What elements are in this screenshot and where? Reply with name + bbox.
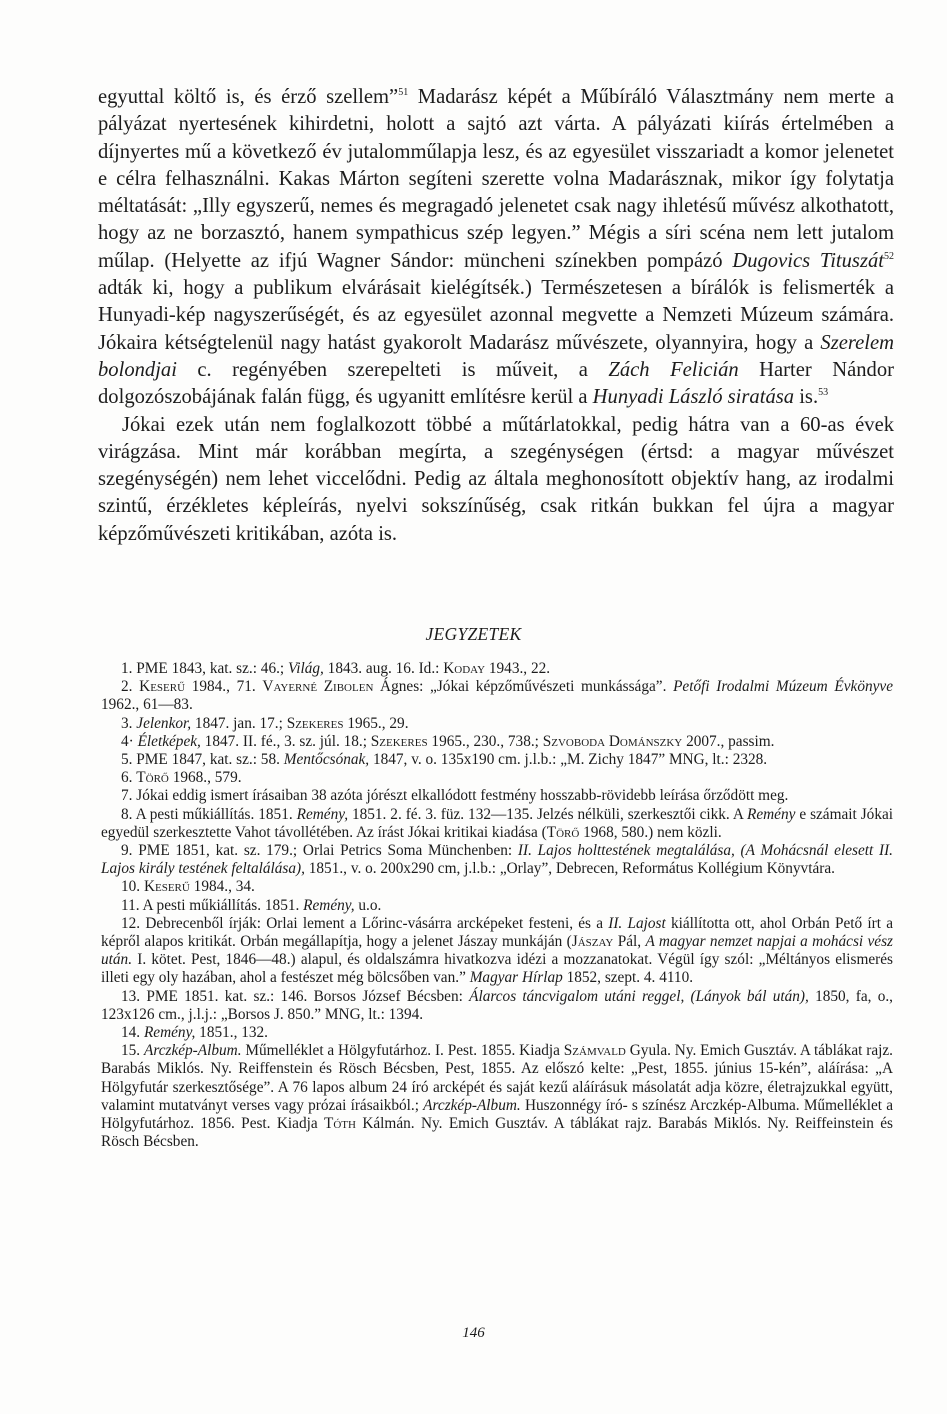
- artwork-title: Zách Felicián: [608, 358, 739, 381]
- novel-title: Szerelem bolondjai: [98, 331, 894, 381]
- text-run: egyuttal költő is, és érző szellem: [98, 86, 390, 108]
- text-run: Madarász képét a Műbíráló Választmány nem merte a pályázat nyertesének kihirdetni, holott a sajtó azt várta. A pályázati kiírás értelmében a díjnyertes mű a következő év jutalomműlapja lesz, és az egyesület visszariadt a komor jelenetet e célra felhasználni. Kakas Márton segíteni szerette volna Madarásznak, mikor így folytatja méltatását: „Illy egyszerű, nemes és megragadó jelenetet csak nagy ihletésű művész alkothatott, hogy az ne borzasztó, hanem sympathicus szép legyen.” Mégis a síri scéna nem lett jutalom műlap. (Helyette az ifjú Wagner Sándor: müncheni színekben pompázó: [98, 86, 895, 272]
- note-10: 10. Keserű 1984., 34.: [121, 878, 255, 896]
- paragraph-2: Jókai ezek után nem foglalkozott többé a műtárlatokkal, pedig hátra van a 60-as évek virágzása. Mint már korábban megírta, a szegénységen (értsd: a magyar művészet szegénységén) nem lehet viccelődni. Pedig az általa meghonosított objektív hang, az irodalmi szintű, érzékletes képleírás, nyelvi sokszínűség, csak ritkán bukkan fel újra a magyar képzőművészeti kritikában, azóta is.: [98, 413, 894, 545]
- footnote-ref-53[interactable]: 53: [818, 387, 829, 399]
- note-3: 3. Jelenkor, 1847. jan. 17.; Szekeres 1965., 29.: [121, 714, 409, 732]
- note-5: 5. PME 1847, kat. sz.: 58. Mentőcsónak, 1847, v. o. 135x190 cm. j.l.b.: „M. Zichy 1847” MNG, lt.: 2328.: [121, 751, 768, 769]
- text-run: c. regényében szerepelteti is műveit, a: [176, 358, 609, 381]
- note-12: 12. Debrecenből írják: Orlai lement a Lőrinc-vásárra arcképeket festeni, és a II. Lajost kiállította ott, ahol Orbán Pető írt a képről alapos kritikát. Orbán megállapítja, hogy a jelenet Jászay munkáján (Jászay Pál, A magyar nemzet napjai a mohácsi vész után. I. kötet. Pest, 1846—48.) alapul, és oldalszámra hivatkozva idézi a mozzanatokat. Végül így szól: „Méltányos elismerés illeti egy oly hazában, ahol a festészet még bölcsőben van.” Magyar Hírlap 1852, szept. 4. 4110.: [101, 914, 894, 987]
- text-run: is.: [794, 386, 819, 409]
- text-run: Harter Nándor dolgozószobájának falán függ, és ugyanitt említésre kerül a: [98, 358, 894, 409]
- notes-heading: JEGYZETEK: [425, 624, 522, 644]
- note-9: 9. PME 1851, kat. sz. 179.; Orlai Petrics Soma Münchenben: II. Lajos holttestének megtalálása, (A Mohácsnál elesett II. Lajos király testének feltalálása), 1851., v. o. 200x290 cm, j.l.b.: „Orlay”, Debrecen, Református Kollégium Könyvtára.: [101, 842, 893, 878]
- artwork-title: Hunyadi László siratása: [592, 386, 795, 409]
- text-run: ”: [389, 86, 399, 108]
- note-15: 15. Arczkép-Album. Műmelléklet a Hölgyfutárhoz. I. Pest. 1855. Kiadja Számvald Gyula. Ny. Emich Gusztáv. A táblákat rajz. Barabás Miklós. Ny. Reiffenstein és Rösch Bécsben, Pest, 1855. Az előszó kelte: „Pest, 1855. június 15-kén”, aláírása: „A Hölgyfutár szerkesztősége”. A 76 lapos album 24 író arcképét és saját kezű aláírásuk másolatát adja közre, életrajzukkal együtt, valamint mutatványt verses vagy prózai írásaikból.; Arczkép-Album. Huszonnégy író- s színész Arczkép-Albuma. Műmelléklet a Hölgyfutárhoz. 1856. Pest. Kiadja Tóth Kálmán. Ny. Emich Gusztáv. A táblákat rajz. Barabás Miklós. Ny. Reiffeinstein és Rösch Bécsben.: [101, 1042, 893, 1151]
- footnote-ref-51[interactable]: 51: [398, 87, 409, 99]
- note-6: 6. Törő 1968., 579.: [121, 769, 242, 787]
- paragraph-1: [98, 84, 894, 412]
- note-7: 7. Jókai eddig ismert írásaiban 38 azóta jórészt elkallódott festmény hosszabb-rövidebb leírása őrződött meg.: [121, 787, 789, 805]
- note-14: 14. Remény, 1851., 132.: [121, 1024, 269, 1042]
- main-text: [98, 84, 894, 548]
- artwork-title: Dugovics Tituszát: [732, 249, 884, 272]
- note-11: 11. A pesti műkiállítás. 1851. Remény, u.o.: [121, 896, 382, 914]
- footnote-ref-52[interactable]: 52: [883, 250, 894, 262]
- note-13: 13. PME 1851. kat. sz.: 146. Borsos József Bécsben: Álarcos táncvigalom utáni reggel, (Lányok bál után), 1850, fa, o., 123x126 cm., j.l.j.: „Borsos J. 850.” MNG, lt.: 1394.: [101, 987, 893, 1023]
- note-8: 8. A pesti műkiállítás. 1851. Remény, 1851. 2. fé. 3. füz. 132—135. Jelzés nélküli, szerkesztői cikk. A Remény e számait Jókai egyedül szerkesztette Vahot távollétében. Az írást Jókai kritikai kiadása (Törő 1968, 580.) nem közli.: [101, 805, 894, 841]
- note-2: 2. Keserű 1984., 71. Vayerné Zibolen Ágnes: „Jókai képzőművészeti munkássága”. Petőfi Irodalmi Múzeum Évkönyve 1962., 61—83.: [101, 678, 893, 714]
- notes-list: [101, 660, 893, 1151]
- text-run: adták ki, hogy a publikum elvárásait kielégítsék.) Természetesen a bírálók is felismerték a Hunyadi-kép nagyszerűségét, és az egyesület azonnal megvette a Nemzeti Múzeum számára. Jókaira kétségtelenül nagy hatást gyakorolt Madarász művészete, olyannyira, hogy a: [98, 277, 894, 354]
- note-4: 4· Életképek, 1847. II. fé., 3. sz. júl. 18.; Szekeres 1965., 230., 738.; Szvoboda Dománszky 2007., passim.: [121, 732, 775, 750]
- page-number: 146: [462, 1325, 485, 1341]
- note-1: 1. PME 1843, kat. sz.: 46.; Világ, 1843. aug. 16. Id.: Koday 1943., 22.: [121, 660, 551, 677]
